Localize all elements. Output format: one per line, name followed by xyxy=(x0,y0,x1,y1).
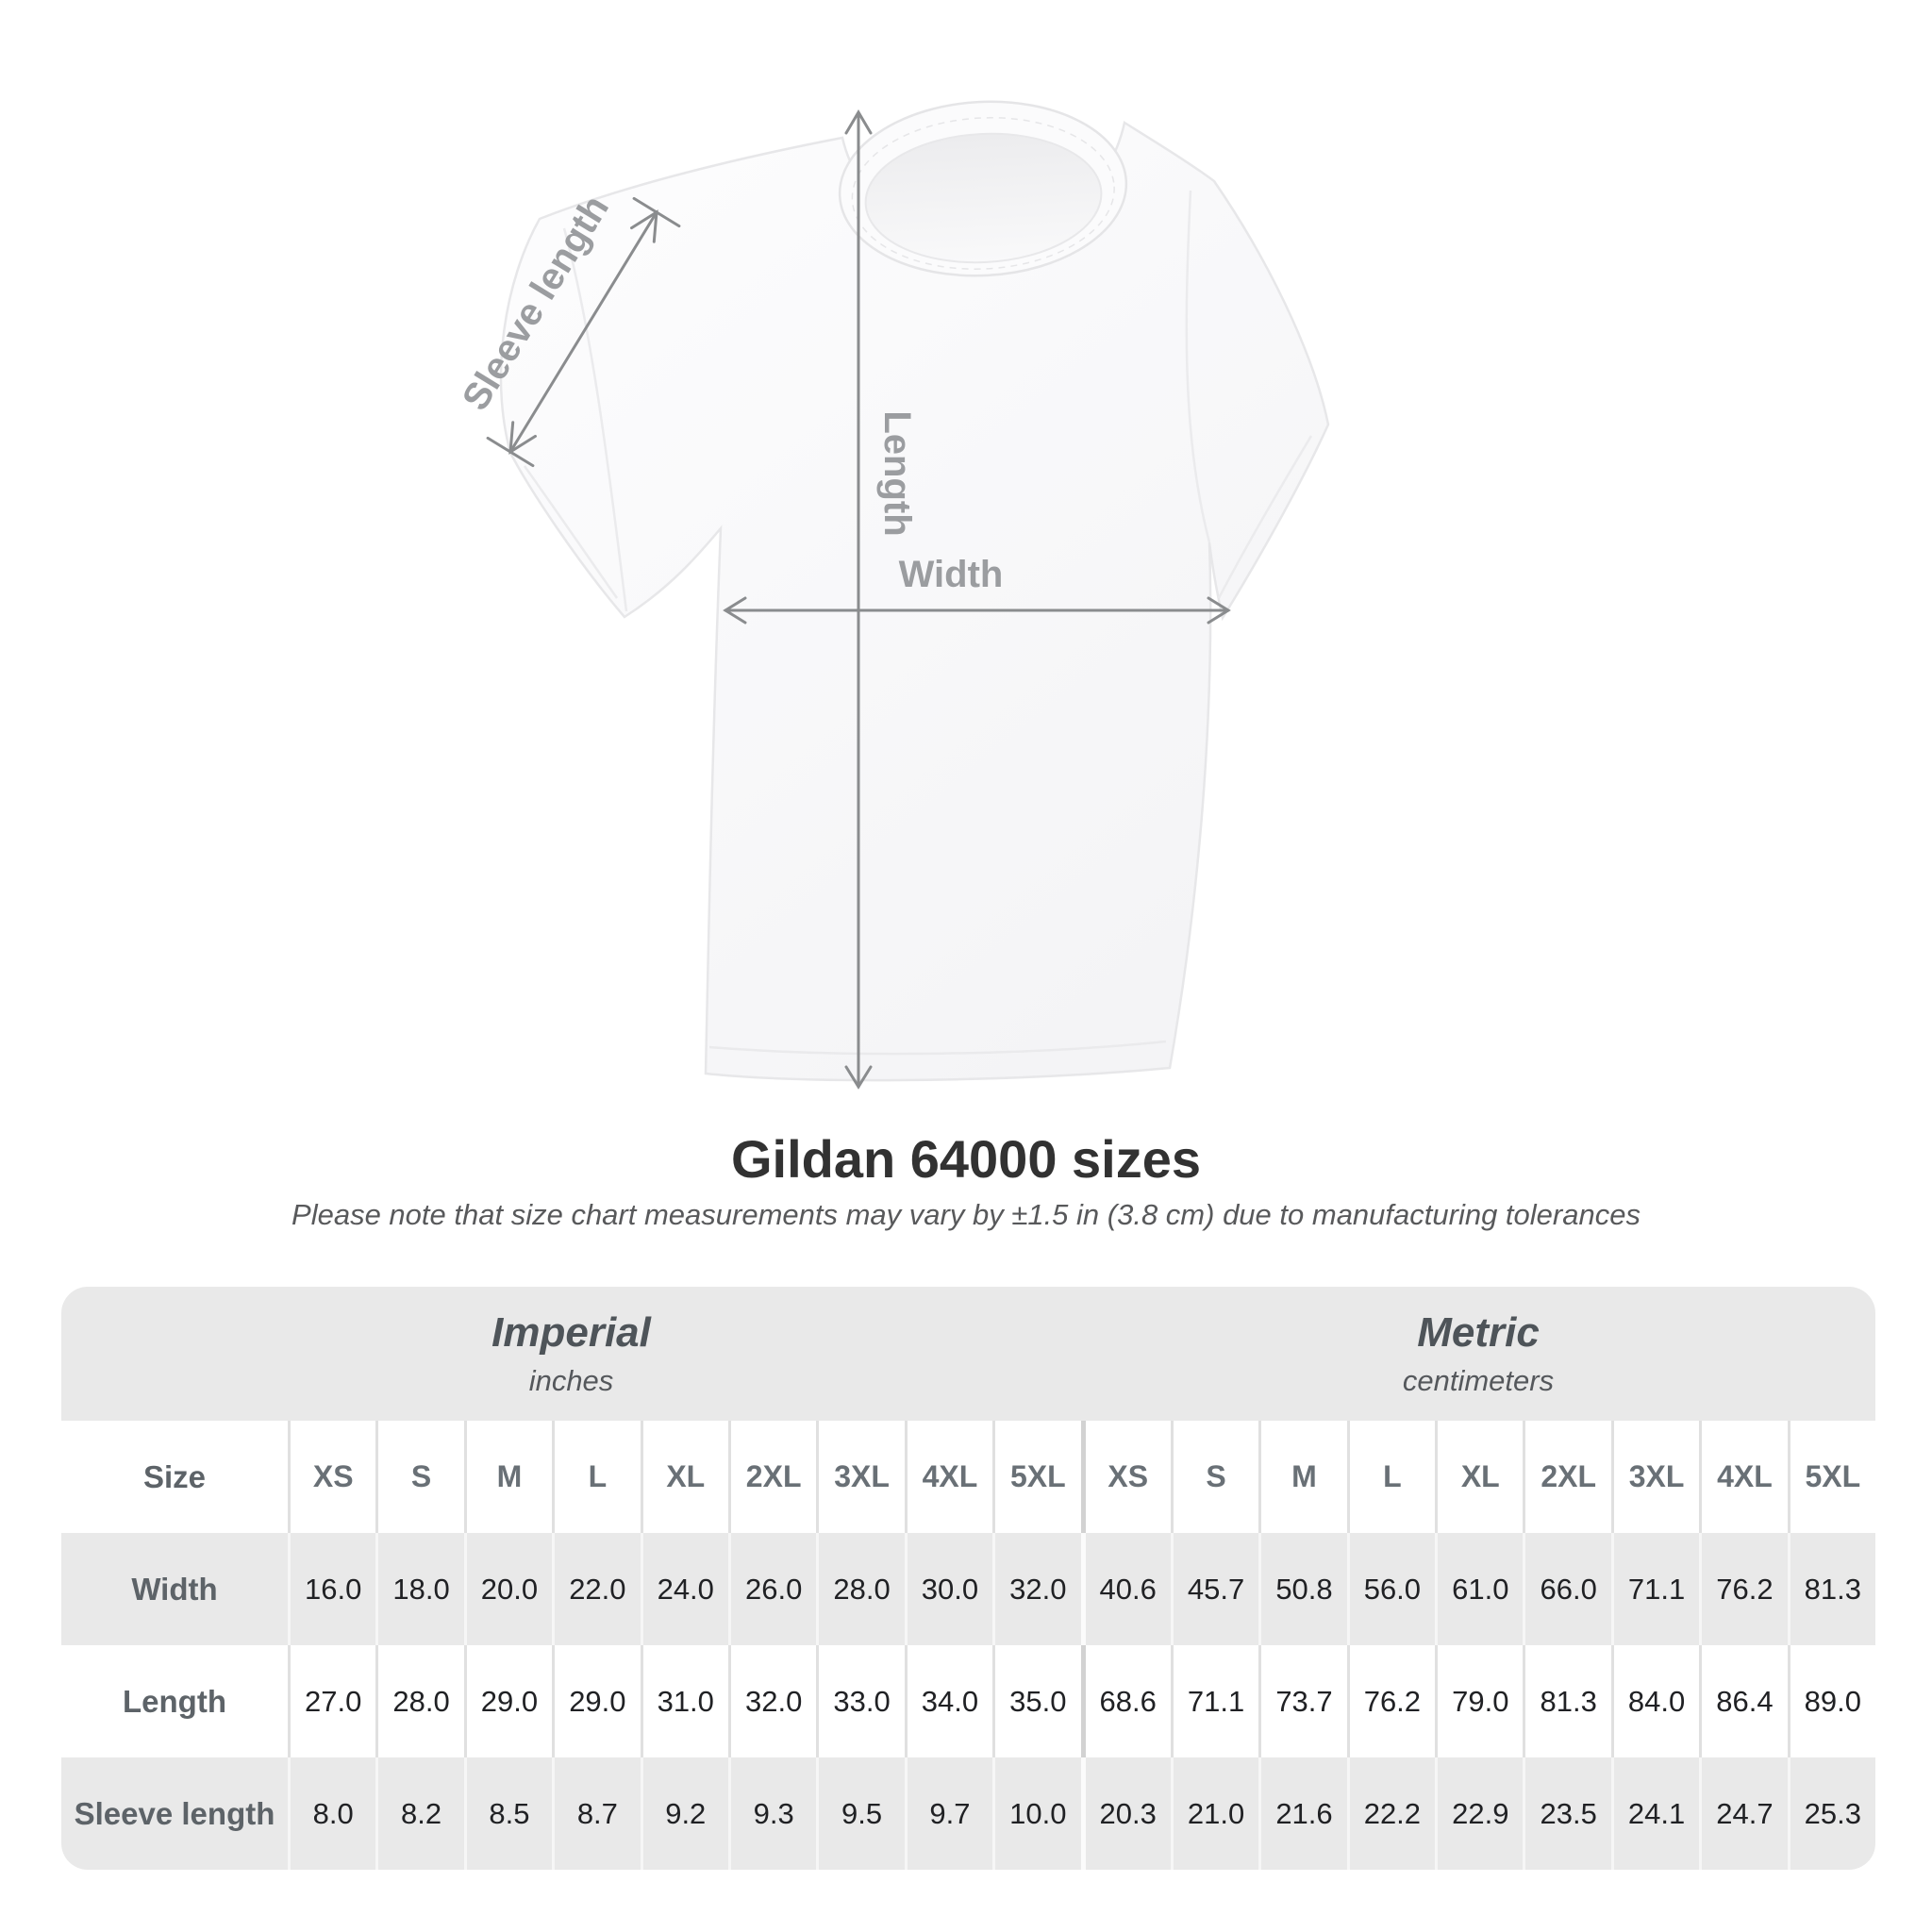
measurement-value: 8.0 xyxy=(288,1757,375,1870)
measurement-value: 28.0 xyxy=(375,1645,463,1757)
length-label: Length xyxy=(876,410,918,537)
metric-header xyxy=(1081,1287,1875,1421)
measurement-value: 26.0 xyxy=(728,1533,816,1645)
imperial-header xyxy=(61,1287,1081,1421)
measurement-value: 21.6 xyxy=(1258,1757,1346,1870)
measurement-value: 40.6 xyxy=(1081,1533,1171,1645)
measurement-value: 35.0 xyxy=(992,1645,1080,1757)
measurement-value: 29.0 xyxy=(464,1645,552,1757)
size-col-header: XL xyxy=(641,1421,728,1533)
row-label-length: Length xyxy=(123,1683,226,1719)
measurement-value: 32.0 xyxy=(992,1533,1080,1645)
imperial-title: Imperial xyxy=(491,1309,651,1356)
measurement-value: 61.0 xyxy=(1435,1533,1523,1645)
measurement-value: 33.0 xyxy=(816,1645,904,1757)
measurement-value: 8.5 xyxy=(464,1757,552,1870)
size-col-header: S xyxy=(1171,1421,1258,1533)
sleeve-length-row xyxy=(61,1757,1875,1870)
measurement-value: 30.0 xyxy=(905,1533,992,1645)
row-label-width: Width xyxy=(131,1571,218,1607)
measurement-value: 24.7 xyxy=(1699,1757,1787,1870)
size-col-header: XS xyxy=(1081,1421,1171,1533)
measurement-value: 81.3 xyxy=(1523,1645,1610,1757)
measurement-value: 21.0 xyxy=(1171,1757,1258,1870)
measurement-value: 34.0 xyxy=(905,1645,992,1757)
size-header-row xyxy=(61,1421,1875,1533)
measurement-value: 31.0 xyxy=(641,1645,728,1757)
sleeve-length-label: Sleeve length xyxy=(454,188,618,418)
measurement-value: 18.0 xyxy=(375,1533,463,1645)
tolerance-note: Please note that size chart measurements may vary by ±1.5 in (3.8 cm) due to manufacturing tolerances xyxy=(291,1198,1641,1231)
measurement-value: 9.7 xyxy=(905,1757,992,1870)
measurement-value: 20.0 xyxy=(464,1533,552,1645)
imperial-unit: inches xyxy=(528,1364,614,1397)
measurement-value: 45.7 xyxy=(1171,1533,1258,1645)
measurement-value: 89.0 xyxy=(1788,1645,1875,1757)
size-col-header: M xyxy=(464,1421,552,1533)
measurement-value: 86.4 xyxy=(1699,1645,1787,1757)
size-col-header: 5XL xyxy=(1788,1421,1875,1533)
measurement-value: 22.9 xyxy=(1435,1757,1523,1870)
size-col-header: 4XL xyxy=(905,1421,992,1533)
measurement-value: 50.8 xyxy=(1258,1533,1346,1645)
measurement-value: 28.0 xyxy=(816,1533,904,1645)
measurement-value: 71.1 xyxy=(1171,1645,1258,1757)
width-label: Width xyxy=(898,554,1004,595)
size-col-header: 3XL xyxy=(1611,1421,1699,1533)
page-title: Gildan 64000 sizes xyxy=(730,1129,1202,1189)
measurement-value: 9.2 xyxy=(641,1757,728,1870)
measurement-value: 29.0 xyxy=(552,1645,640,1757)
measurement-value: 10.0 xyxy=(992,1757,1080,1870)
measurement-value: 9.3 xyxy=(728,1757,816,1870)
measurement-value: 76.2 xyxy=(1699,1533,1787,1645)
width-row xyxy=(61,1533,1875,1645)
size-col-header: 4XL xyxy=(1699,1421,1787,1533)
measurement-value: 8.7 xyxy=(552,1757,640,1870)
size-col-header: S xyxy=(375,1421,463,1533)
size-col-header: 5XL xyxy=(992,1421,1080,1533)
size-col-header: L xyxy=(552,1421,640,1533)
measurement-value: 20.3 xyxy=(1081,1757,1171,1870)
measurement-value: 22.2 xyxy=(1347,1757,1435,1870)
size-col-header: 3XL xyxy=(816,1421,904,1533)
size-col-header: 2XL xyxy=(728,1421,816,1533)
measurement-value: 32.0 xyxy=(728,1645,816,1757)
measurement-value: 68.6 xyxy=(1081,1645,1171,1757)
measurement-value: 73.7 xyxy=(1258,1645,1346,1757)
measurement-value: 27.0 xyxy=(288,1645,375,1757)
measurement-value: 81.3 xyxy=(1788,1533,1875,1645)
size-col-header: XS xyxy=(288,1421,375,1533)
measurement-value: 56.0 xyxy=(1347,1533,1435,1645)
size-col-header: 2XL xyxy=(1523,1421,1610,1533)
size-col-header: L xyxy=(1347,1421,1435,1533)
unit-header-band xyxy=(61,1287,1875,1421)
metric-title: Metric xyxy=(1417,1309,1540,1356)
measurement-value: 9.5 xyxy=(816,1757,904,1870)
measurement-value: 24.1 xyxy=(1611,1757,1699,1870)
measurement-value: 66.0 xyxy=(1523,1533,1610,1645)
metric-unit: centimeters xyxy=(1402,1364,1555,1397)
measurement-value: 79.0 xyxy=(1435,1645,1523,1757)
measurement-value: 24.0 xyxy=(641,1533,728,1645)
measurement-value: 76.2 xyxy=(1347,1645,1435,1757)
measurement-value: 23.5 xyxy=(1523,1757,1610,1870)
measurement-value: 22.0 xyxy=(552,1533,640,1645)
measurement-value: 25.3 xyxy=(1788,1757,1875,1870)
size-col-header: XL xyxy=(1435,1421,1523,1533)
length-row xyxy=(61,1645,1875,1757)
size-corner-label: Size xyxy=(142,1458,207,1494)
measurement-value: 84.0 xyxy=(1611,1645,1699,1757)
measurement-value: 71.1 xyxy=(1611,1533,1699,1645)
measurement-value: 8.2 xyxy=(375,1757,463,1870)
size-col-header: M xyxy=(1258,1421,1346,1533)
size-table xyxy=(61,1287,1875,1870)
row-label-sleeve-length: Sleeve length xyxy=(74,1795,275,1831)
measurement-value: 16.0 xyxy=(288,1533,375,1645)
